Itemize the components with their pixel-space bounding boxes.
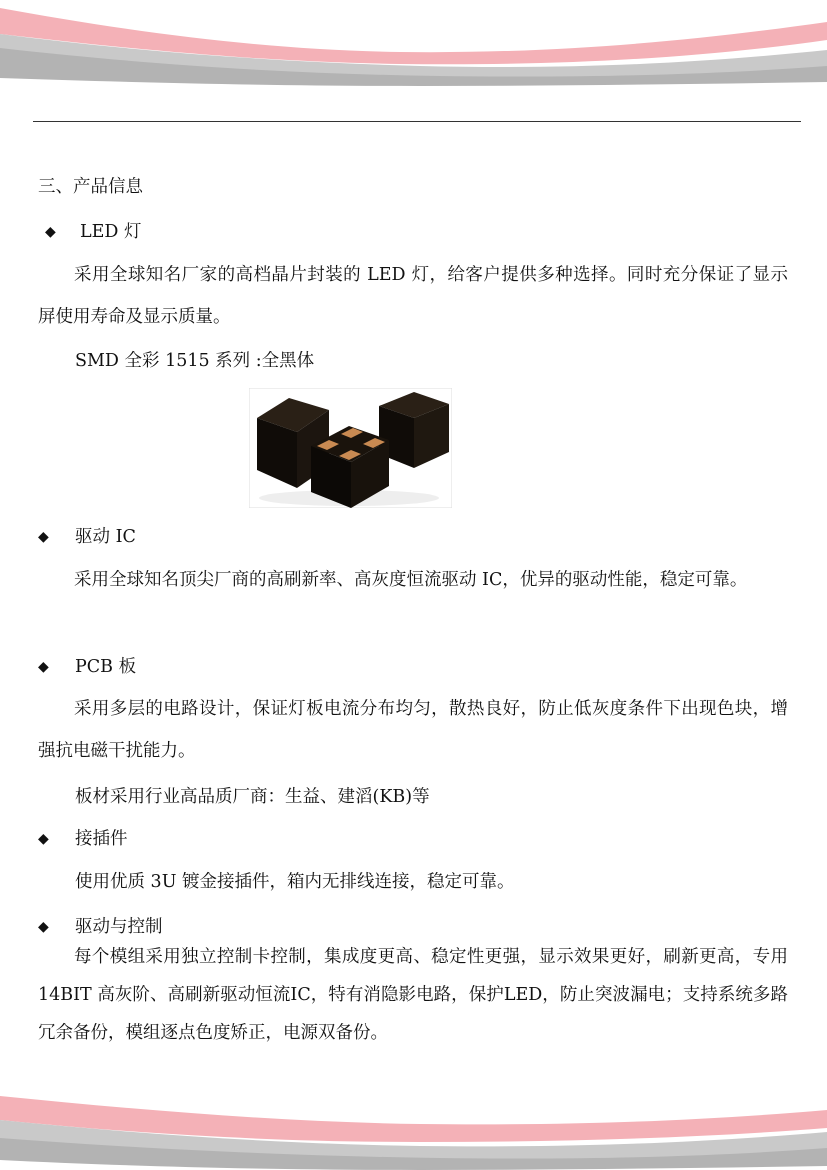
bullet-icon: ◆	[38, 659, 49, 675]
bullet-icon: ◆	[38, 919, 49, 935]
heading-connector: 接插件	[75, 829, 128, 849]
heading-led: LED 灯	[80, 222, 142, 242]
header-wave-decoration	[0, 0, 827, 90]
paragraph-pcb: 采用多层的电路设计，保证灯板电流分布均匀，散热良好，防止低灰度条件下出现色块，增强抗电磁干扰能力。	[38, 699, 788, 761]
led-series-line: SMD 全彩 1515 系列 :全黑体	[75, 351, 315, 371]
heading-pcb: PCB 板	[75, 657, 137, 677]
heading-drive-control: 驱动与控制	[75, 917, 163, 937]
paragraph-led: 采用全球知名厂家的高档晶片封装的 LED 灯，给客户提供多种选择。同时充分保证了显示屏使用寿命及显示质量。	[38, 265, 788, 327]
led-product-image	[249, 388, 452, 508]
bullet-icon: ◆	[38, 831, 49, 847]
heading-driver-ic: 驱动 IC	[75, 527, 136, 547]
paragraph-driver-ic: 采用全球知名顶尖厂商的高刷新率、高灰度恒流驱动 IC，优异的驱动性能，稳定可靠。	[74, 570, 748, 590]
header-divider	[33, 121, 801, 122]
section-title: 三、产品信息	[38, 177, 143, 197]
bullet-icon: ◆	[45, 224, 56, 240]
pcb-materials-line: 板材采用行业高品质厂商：生益、建滔(KB)等	[75, 787, 430, 807]
paragraph-drive-control: 每个模组采用独立控制卡控制，集成度更高、稳定性更强，显示效果更好，刷新更高，专用14BIT 高灰阶、高刷新驱动恒流IC，特有消隐影电路，保护LED，防止突波漏电；支持系统多路冗余备份，模组逐点色度矫正，电源双备份。	[38, 947, 788, 1043]
footer-wave-decoration	[0, 1092, 827, 1170]
bullet-icon: ◆	[38, 529, 49, 545]
paragraph-connector: 使用优质 3U 镀金接插件，箱内无排线连接，稳定可靠。	[75, 872, 515, 892]
